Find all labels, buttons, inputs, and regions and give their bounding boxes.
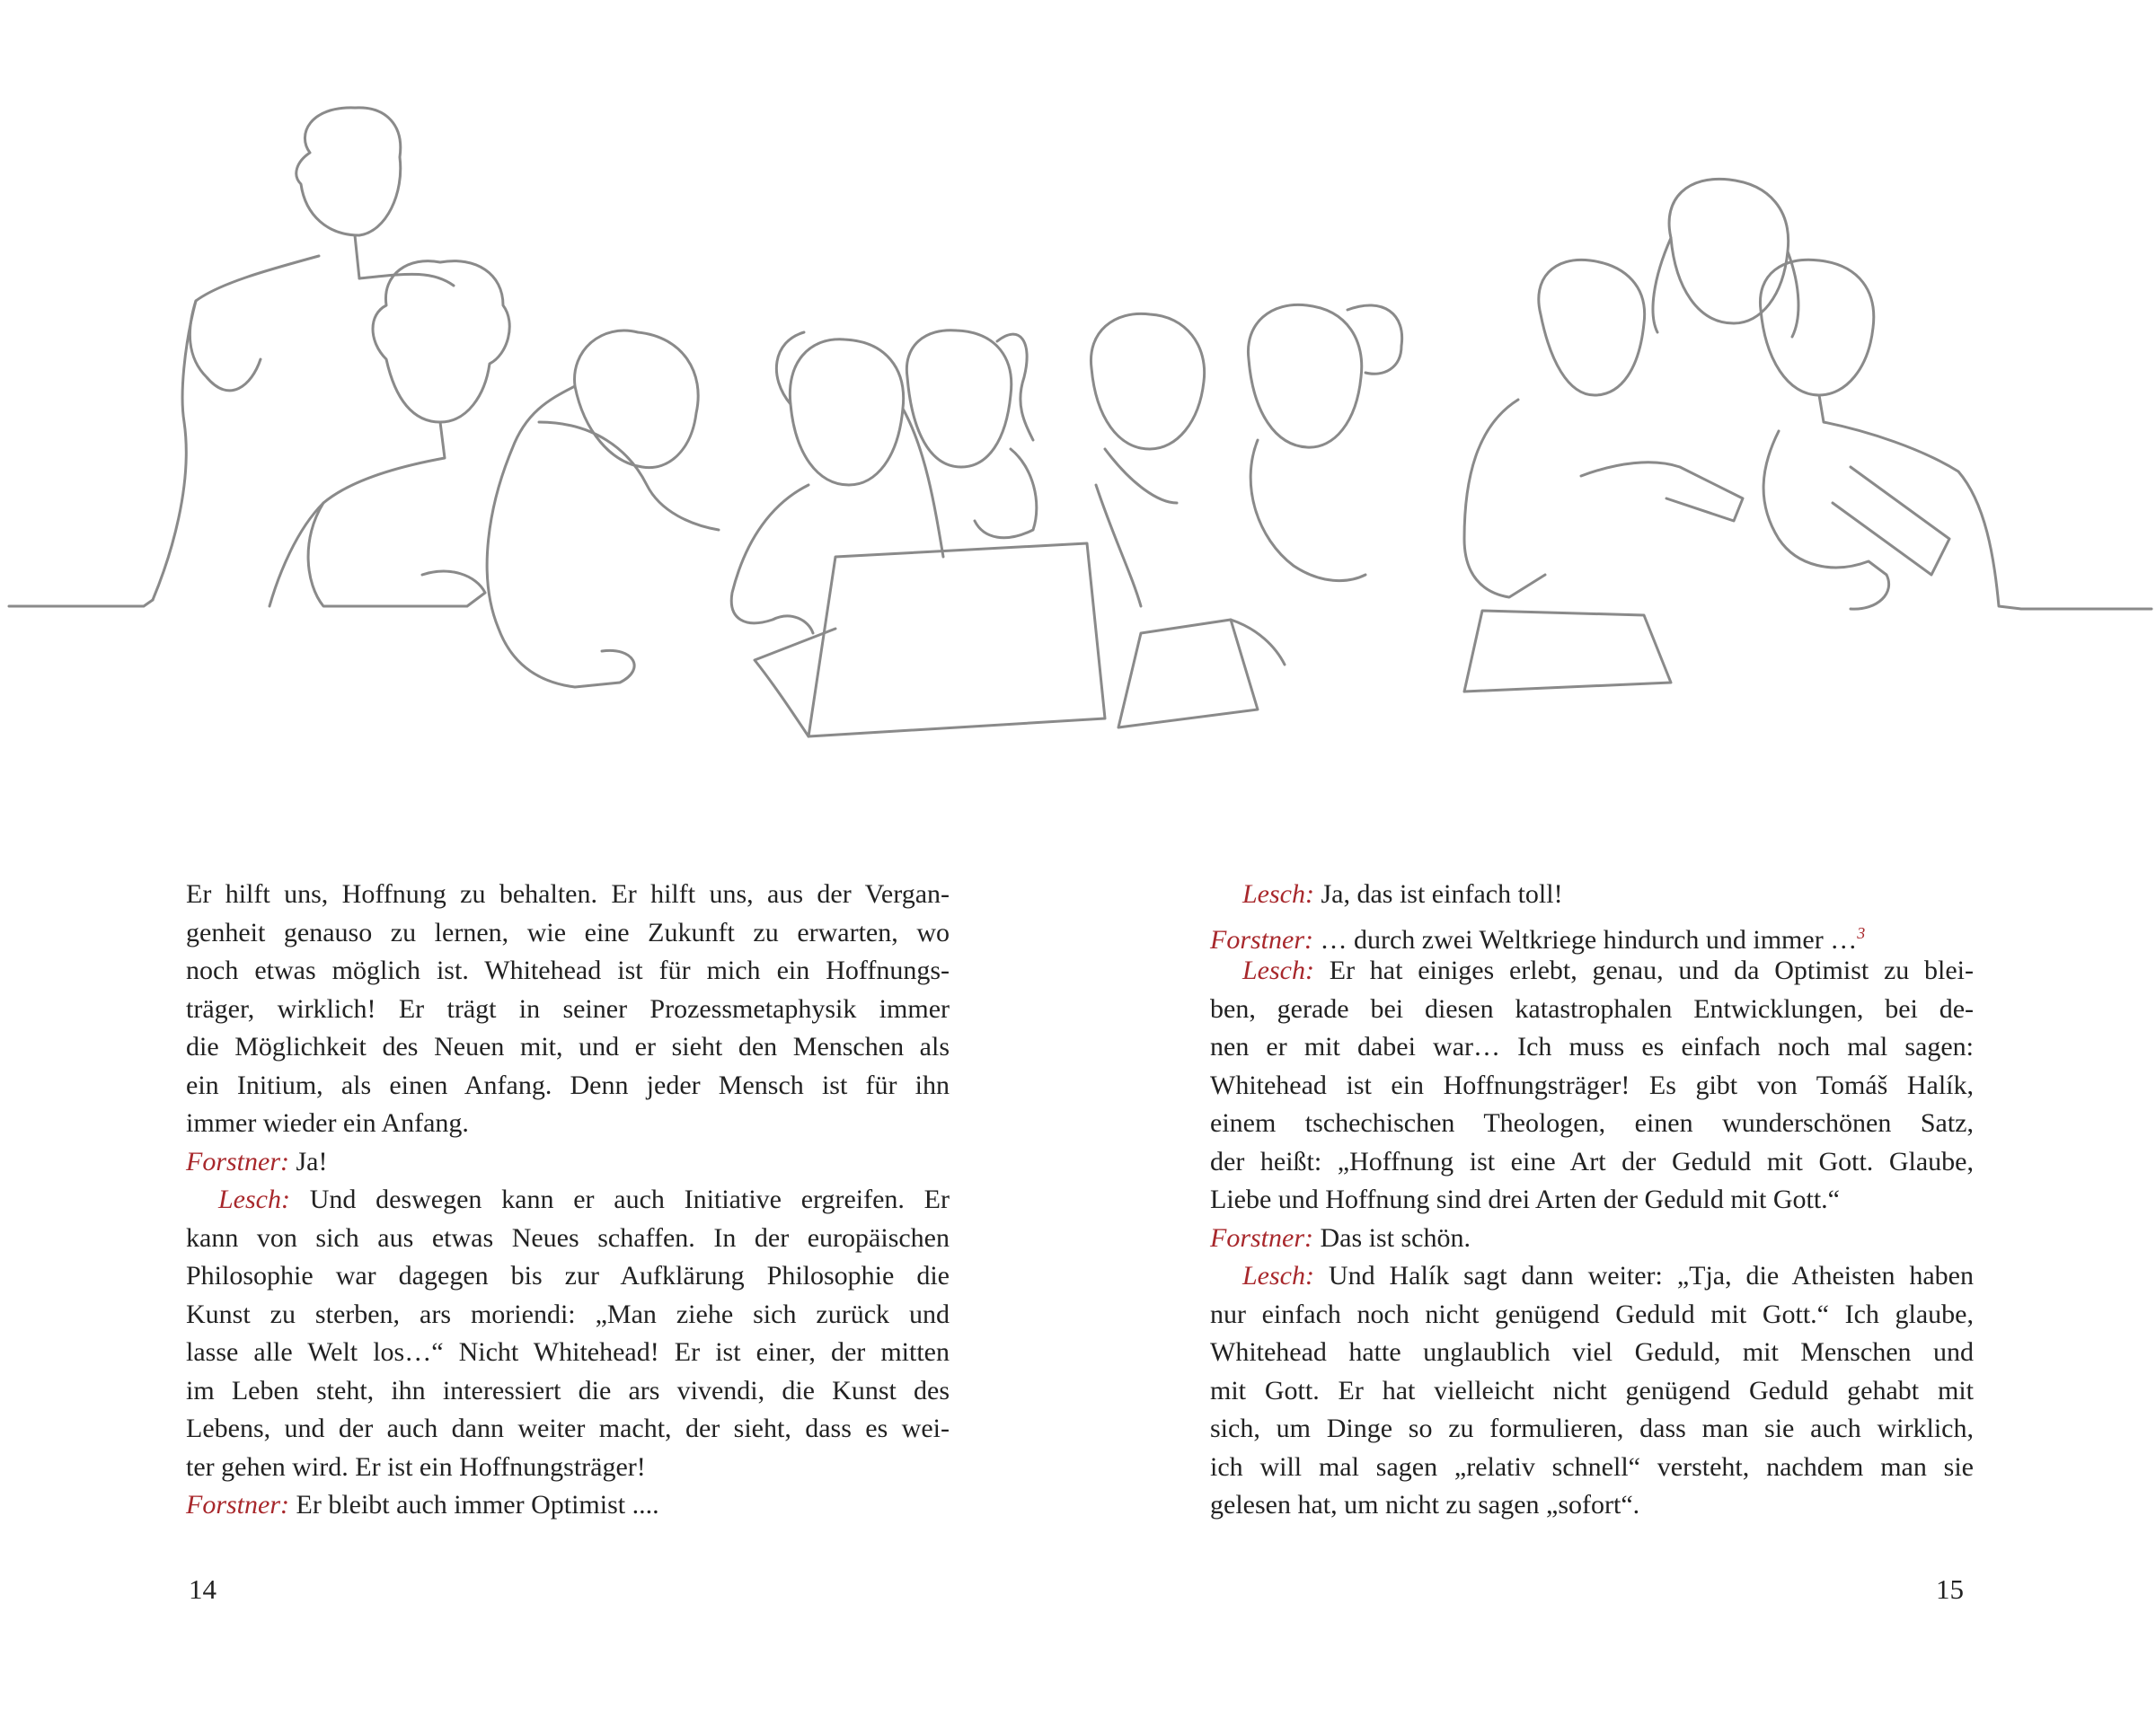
speaker-label: Lesch:	[218, 1185, 290, 1214]
group-line-art-illustration	[0, 0, 2156, 772]
text-line	[1210, 1181, 1974, 1220]
line-text: kann von sich aus etwas Neues schaffen. In der europäischen	[186, 1222, 950, 1253]
speaker-label: Forstner:	[186, 1490, 289, 1520]
text-line	[186, 1372, 950, 1411]
text-line	[1210, 1028, 1974, 1067]
text-line	[1210, 876, 1974, 914]
line-text: ein Initium, als einen Anfang. Denn jeder Mensch ist für ihn	[186, 1070, 950, 1100]
text-line	[186, 876, 950, 914]
text-line	[1210, 1220, 1974, 1258]
person-figure	[296, 108, 401, 235]
line-text: nen er mit dabei war… Ich muss es einfach noch mal sagen:	[1210, 1032, 1974, 1062]
line-text: immer wieder ein Anfang.	[186, 1108, 469, 1138]
text-line	[186, 991, 950, 1029]
page-number-left: 14	[189, 1573, 216, 1605]
text-line	[186, 1334, 950, 1372]
text-line	[1210, 1486, 1974, 1525]
person-figure	[1669, 179, 1789, 323]
line-text: ben, gerade bei diesen katastrophalen Entwicklungen, bei de-	[1210, 993, 1974, 1024]
table-line	[9, 600, 153, 606]
line-text: Er hilft uns, Hoffnung zu behalten. Er hilft uns, aus der Vergan-	[186, 879, 950, 909]
text-line	[1210, 1334, 1974, 1372]
text-line	[186, 952, 950, 991]
person-figure	[575, 330, 699, 468]
text-line	[1210, 1296, 1974, 1335]
person-figure	[906, 330, 1011, 467]
line-text: Lebens, und der auch dann weiter macht, der sieht, dass es wei-	[186, 1414, 950, 1443]
text-line	[1210, 1143, 1974, 1182]
speaker-label: Lesch:	[1242, 879, 1314, 909]
text-line	[186, 1028, 950, 1067]
speaker-label: Lesch:	[1242, 956, 1314, 985]
person-figure	[1248, 304, 1361, 447]
line-text: der heißt: „Hoffnung ist eine Art der Geduld mit Gott. Glaube,	[1210, 1146, 1974, 1176]
speaker-label: Forstner:	[186, 1146, 289, 1176]
text-line	[1210, 1105, 1974, 1143]
line-text: im Leben steht, ihn interessiert die ars vivendi, die Kunst des	[186, 1375, 950, 1405]
speaker-label: Forstner:	[1210, 924, 1313, 955]
line-text: gelesen hat, um nicht zu sagen „sofort“.	[1210, 1490, 1640, 1520]
text-line	[186, 914, 950, 953]
text-line	[186, 1257, 950, 1296]
line-text: ter gehen wird. Er ist ein Hoffnungsträger!	[186, 1451, 646, 1482]
line-text: Philosophie war dagegen bis zur Aufklärung Philosophie die	[186, 1261, 950, 1291]
right-page-text	[1210, 876, 1974, 1525]
text-line	[1210, 991, 1974, 1029]
person-figure	[790, 339, 903, 485]
line-text: nur einfach noch nicht genügend Geduld mit Gott.“ Ich glaube,	[1210, 1299, 1974, 1329]
text-line	[186, 1296, 950, 1335]
line-text: die Möglichkeit des Neuen mit, und er sieht den Menschen als	[186, 1032, 950, 1062]
line-text: mit Gott. Er hat vielleicht nicht genügend Geduld gehabt mit	[1210, 1375, 1974, 1405]
speaker-label: Lesch:	[1242, 1261, 1314, 1291]
person-figure	[1091, 313, 1204, 449]
line-text: träger, wirklich! Er trägt in seiner Prozessmetaphysik immer	[186, 993, 950, 1024]
text-line	[1210, 1449, 1974, 1487]
line-text: ich will mal sagen „relativ schnell“ versteht, nachdem man sie	[1210, 1451, 1974, 1482]
line-text: Ja, das ist einfach toll!	[1313, 879, 1563, 909]
line-text: Und deswegen kann er auch Initiative ergreifen. Er	[289, 1185, 950, 1214]
laptop-drawing	[808, 543, 1105, 736]
line-text: einem tschechischen Theologen, einen wunderschönen Satz,	[1210, 1108, 1974, 1138]
text-line	[186, 1486, 950, 1525]
line-text: Whitehead hatte unglaublich viel Geduld, mit Menschen und	[1210, 1337, 1974, 1367]
text-line	[186, 1067, 950, 1106]
text-line	[186, 1449, 950, 1487]
text-line	[1210, 914, 1974, 953]
line-text: Kunst zu sterben, ars moriendi: „Man ziehe sich zurück und	[186, 1299, 950, 1329]
person-figure	[1760, 260, 1873, 395]
line-text: Liebe und Hoffnung sind drei Arten der Geduld mit Gott.“	[1210, 1185, 1840, 1214]
text-line	[186, 1220, 950, 1258]
line-text: noch etwas möglich ist. Whitehead ist für mich ein Hoffnungs-	[186, 956, 950, 985]
line-text: genheit genauso zu lernen, wie eine Zukunft zu erwarten, wo	[186, 917, 950, 947]
footnote-marker: 3	[1857, 923, 1866, 942]
line-text: lasse alle Welt los…“ Nicht Whitehead! Er ist einer, der mitten	[186, 1337, 950, 1367]
speaker-label: Forstner:	[1210, 1222, 1313, 1253]
page-number-right: 15	[1936, 1573, 1964, 1605]
line-text: Ja!	[289, 1146, 328, 1176]
person-figure	[373, 261, 509, 422]
text-line	[1210, 1067, 1974, 1106]
text-line	[1210, 1410, 1974, 1449]
person-figure	[1539, 260, 1645, 395]
text-line	[1210, 1257, 1974, 1296]
text-line	[186, 1410, 950, 1449]
line-text: Whitehead ist ein Hoffnungsträger! Es gibt von Tomáš Halík,	[1210, 1070, 1974, 1100]
line-text: … durch zwei Weltkriege hindurch und immer …	[1313, 924, 1858, 955]
text-line	[1210, 1372, 1974, 1411]
text-line	[186, 1105, 950, 1143]
line-text: Das ist schön.	[1313, 1222, 1471, 1253]
line-text: Er bleibt auch immer Optimist ....	[289, 1490, 659, 1520]
text-line	[1210, 952, 1974, 991]
line-text: Er hat einiges erlebt, genau, und da Optimist zu blei-	[1313, 956, 1974, 985]
text-line	[186, 1181, 950, 1220]
left-page-text	[186, 876, 950, 1525]
line-text: Und Halík sagt dann weiter: „Tja, die Atheisten haben	[1313, 1261, 1974, 1291]
text-line	[186, 1143, 950, 1182]
tablet-drawing	[1118, 620, 1258, 727]
line-text: sich, um Dinge so zu formulieren, dass man sie auch wirklich,	[1210, 1414, 1974, 1443]
notebook-drawing	[1464, 611, 1671, 692]
